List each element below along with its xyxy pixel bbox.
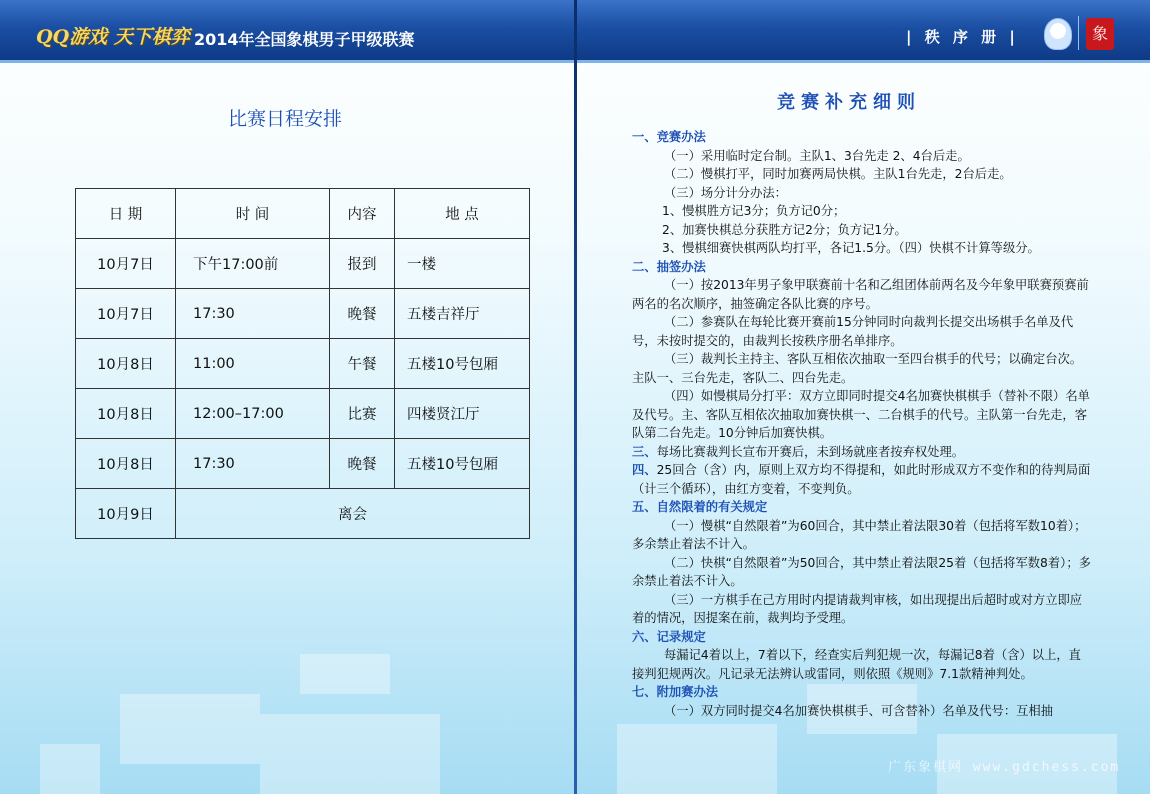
rule-paragraph: 一、竞赛办法 [632,130,706,144]
rule-paragraph: （二）快棋“自然限着”为50回合，其中禁止着法限25着（包括将军数8着）；多余禁止着法不计入。 [632,555,1091,588]
rule-paragraph: （三）裁判长主持主、客队互相依次抽取一至四台棋手的代号；以确定台次。主队一、三台先走，客队二、四台先走。 [632,352,1083,385]
time-cell: 下午17:00前 [176,239,330,289]
rule-text: 每场比赛裁判长宣布开赛后，未到场就座者按弃权处理。 [656,444,965,459]
rule-paragraph: （三）一方棋手在己方用时内提请裁判审核，如出现提出后超时或对方立即应着的情况，因提案在前，裁判均予受理。 [632,592,1083,625]
table-row [76,489,530,539]
rule-paragraph: （四）如慢棋局分打平：双方立即同时提交4名加赛快棋棋手（替补不限）名单及代号。主、客队互相依次抽取加赛快棋一、二台棋手的代号。主队第一台先走，客队第二台先走。10分钟后加赛快棋。 [632,389,1090,440]
site-watermark: 广东象棋网 www.gdchess.com [888,760,1121,775]
place-cell: 五楼10号包厢 [395,439,530,489]
rule-paragraph [632,461,1092,498]
time-cell: 17:30 [176,289,330,339]
rule-paragraph: 二、抽签办法 [632,259,706,274]
rule-paragraph: 七、附加赛办法 [632,685,719,699]
date-cell: 10月7日 [76,239,176,289]
table-row [76,339,530,389]
decorative-tiles-left [0,634,574,794]
item-cell: 比赛 [330,389,395,439]
rule-paragraph: （一）慢棋“自然限着”为60回合，其中禁止着法限30着（包括将军数10着）；多余禁止着法不计入。 [632,518,1087,551]
column-header-place: 地 点 [395,189,530,239]
rule-paragraph: 1、慢棋胜方记3分；负方记0分； [662,204,846,218]
table-header-row [76,189,530,239]
time-cell: 12:00–17:00 [176,389,330,439]
section-number: 三、 [632,444,657,459]
rule-text: 25回合（含）内，原则上双方均不得提和，如此时形成双方不变作和的待判局面（计三个循环），由红方变着，不变判负。 [632,463,1091,496]
booklet-name: | 秩 序 册 | [906,28,1019,46]
place-cell: 五楼吉祥厅 [395,289,530,339]
section-number: 四、 [632,463,657,477]
rule-paragraph: 每漏记4着以上，7着以下，经查实后判犯规一次，每漏记8着（含）以上，直接判犯规两次。凡记录无法辨认或雷同，则依照《规则》7.1款精神判处。 [632,648,1081,681]
item-cell: 报到 [330,239,395,289]
table-row [76,439,530,489]
rule-paragraph: （二）参赛队在每轮比赛开赛前15分钟同时向裁判长提交出场棋手名单及代号，未按时提交的，由裁判长按秩序册名单排序。 [632,315,1074,348]
column-header-item: 内容 [330,189,395,239]
date-cell: 10月8日 [76,439,176,489]
game-logo: QQ游戏 天下棋弈 [36,26,190,48]
item-cell: 午餐 [330,339,395,389]
rule-paragraph: 六、记录规定 [632,629,706,644]
rule-paragraph: （三）场分计分办法： [664,185,787,200]
rule-paragraph: （一）采用临时定台制。主队1、3台先走 2、4台后走。 [664,148,970,163]
date-cell: 10月7日 [76,289,176,339]
rules-title: 竞赛补充细则 [777,92,921,113]
date-cell: 10月8日 [76,339,176,389]
item-cell: 晚餐 [330,289,395,339]
column-header-date: 日 期 [76,189,176,239]
rule-paragraph: （一）按2013年男子象甲联赛前十名和乙组团体前两名及今年象甲联赛预赛前两名的名次顺序，抽签确定各队比赛的序号。 [632,278,1089,311]
rule-paragraph: 2、加赛快棋总分获胜方记2分；负方记1分。 [662,222,907,237]
column-header-time: 时 间 [176,189,330,239]
table-row [76,239,530,289]
place-cell: 五楼10号包厢 [395,339,530,389]
time-cell: 17:30 [176,439,330,489]
place-cell: 四楼贤江厅 [395,389,530,439]
departure-cell: 离会 [176,489,530,539]
rules-body [632,128,1092,720]
rule-paragraph: （二）慢棋打平，同时加赛两局快棋。主队1台先走，2台后走。 [664,167,1012,181]
table-row [76,389,530,439]
mascot-icon [1044,18,1072,50]
place-cell: 一楼 [395,239,530,289]
header-divider [1078,16,1079,50]
schedule-title: 比赛日程安排 [228,108,343,130]
item-cell: 晚餐 [330,439,395,489]
date-cell: 10月9日 [76,489,176,539]
time-cell: 11:00 [176,339,330,389]
association-seal-icon: 象 [1086,18,1114,50]
rule-paragraph: 3、慢棋细赛快棋两队均打平，各记1.5分。（四）快棋不计算等级分。 [662,241,1040,255]
date-cell: 10月8日 [76,389,176,439]
rule-paragraph: （一）双方同时提交4名加赛快棋棋手、可含替补）名单及代号：互相抽 [664,703,1054,718]
league-title: 2014年全国象棋男子甲级联赛 [194,30,415,49]
table-row [76,289,530,339]
rule-paragraph [632,443,1092,462]
rule-paragraph: 五、自然限着的有关规定 [632,500,768,514]
schedule-table [75,188,530,539]
